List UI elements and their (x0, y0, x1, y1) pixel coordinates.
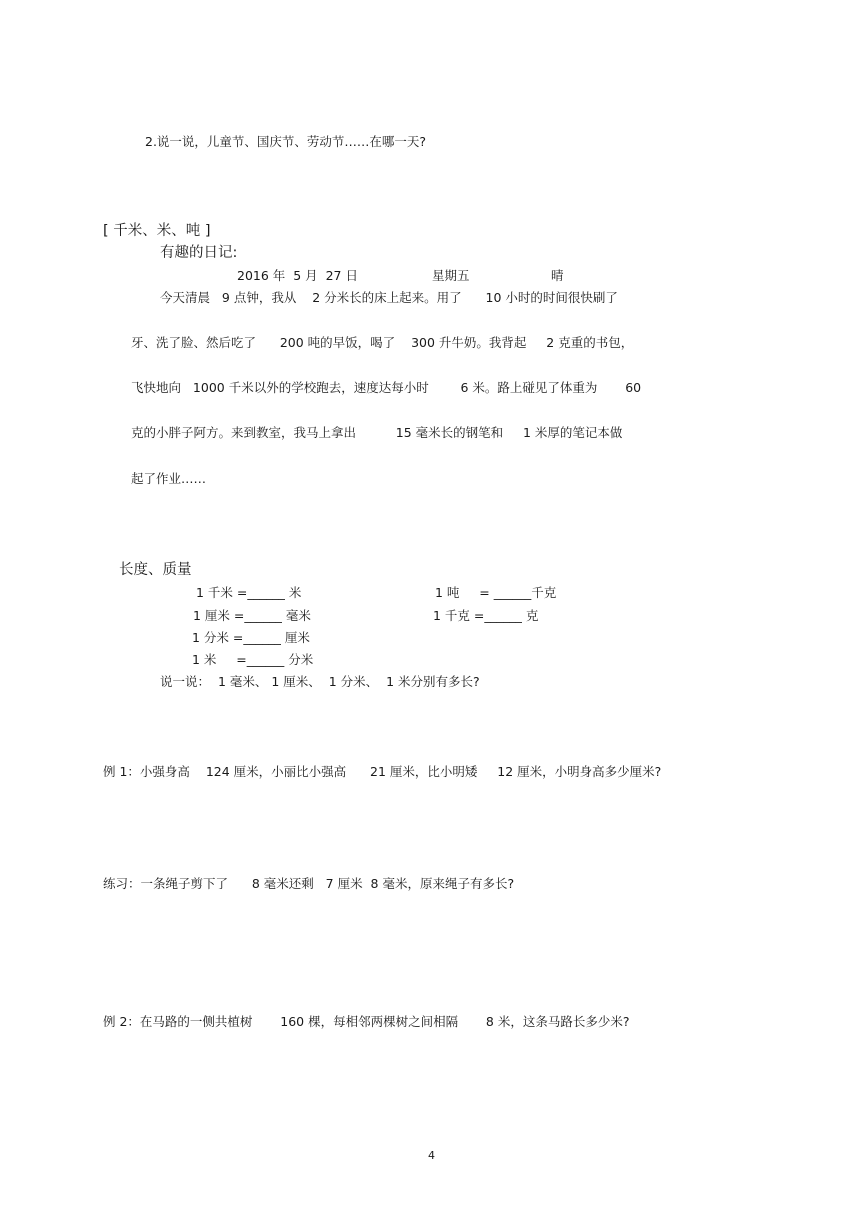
conversion-dm: 1 分米 =______ 厘米 (192, 630, 310, 645)
example-2: 例 2：在马路的一侧共植树 160 棵，每相邻两棵树之间相隔 8 米，这条马路长多少米? (103, 1014, 630, 1029)
example-1: 例 1：小强身高 124 厘米，小丽比小强高 21 厘米，比小明矮 12 厘米，小明身高多少厘米? (103, 764, 662, 779)
talk-about-lengths: 说一说： 1 毫米、 1 厘米、 1 分米、 1 米分别有多长? (160, 674, 480, 689)
diary-line: 起了作业…… (131, 471, 207, 486)
diary-line: 今天清晨 9 点钟，我从 2 分米长的床上起来。用了 10 小时的时间很快刷了 (160, 290, 618, 305)
practice: 练习：一条绳子剪下了 8 毫米还剩 7 厘米 8 毫米，原来绳子有多长? (103, 876, 515, 891)
diary-weekday: 星期五 (432, 268, 470, 283)
conversion-cm: 1 厘米 =______ 毫米 (193, 608, 311, 623)
diary-subtitle: 有趣的日记: (160, 245, 238, 261)
conversion-kg: 1 千克 =______ 克 (433, 608, 539, 623)
diary-weather: 晴 (551, 268, 564, 283)
section-heading-length-mass: 长度、质量 (119, 562, 192, 578)
diary-line: 飞快地向 1000 千米以外的学校跑去，速度达每小时 6 米。路上碰见了体重为 60 (131, 380, 642, 395)
diary-date: 2016 年 5 月 27 日 (237, 268, 358, 283)
section-heading-km-m-ton: [ 千米、米、吨 ] (103, 223, 211, 239)
conversion-km: 1 千米 =______ 米 (196, 585, 302, 600)
conversion-ton: 1 吨 = ______千克 (435, 585, 557, 600)
question-2: 2.说一说，儿童节、国庆节、劳动节……在哪一天? (145, 134, 427, 149)
diary-line: 牙、洗了脸、然后吃了 200 吨的早饭，喝了 300 升牛奶。我背起 2 克重的书包， (131, 335, 634, 350)
conversion-m: 1 米 =______ 分米 (192, 652, 314, 667)
page-number: 4 (428, 1149, 435, 1162)
diary-line: 克的小胖子阿方。来到教室，我马上拿出 15 毫米长的钢笔和 1 米厚的笔记本做 (131, 425, 623, 440)
